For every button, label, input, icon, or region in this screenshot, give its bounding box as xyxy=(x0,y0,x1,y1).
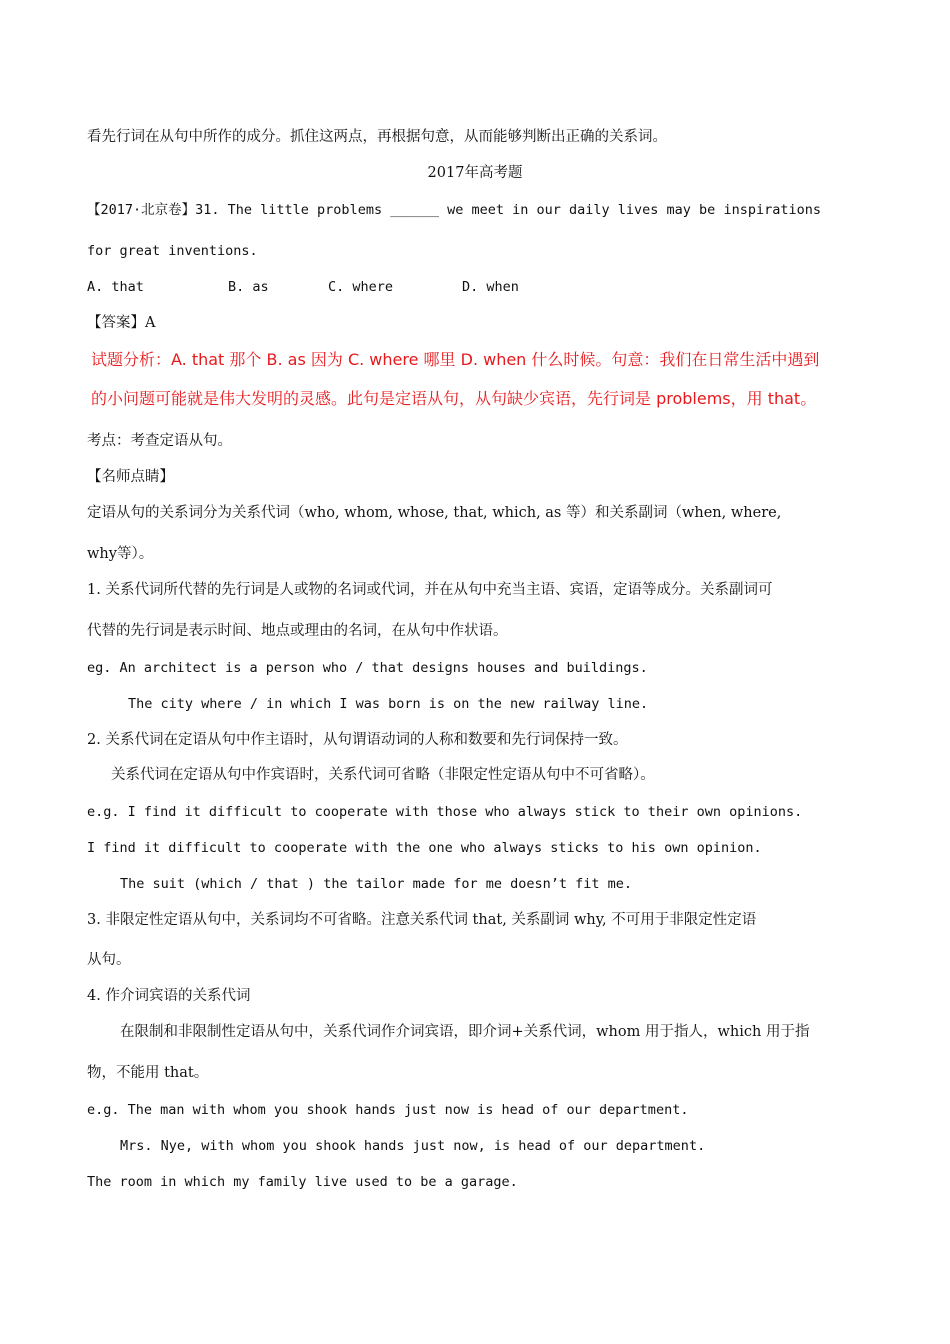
body-line: 在限制和非限制性定语从句中，关系代词作介词宾语，即介词+关系代词，whom 用于指人，which 用于指 xyxy=(120,1024,810,1040)
body-line: why等）。 xyxy=(87,546,154,562)
answer-label: 【答案】A xyxy=(87,315,156,331)
option-a: A. that xyxy=(87,279,144,295)
question-line-2: for great inventions. xyxy=(87,243,258,259)
body-line: 4. 作介词宾语的关系代词 xyxy=(87,988,251,1004)
body-line: 从句。 xyxy=(87,952,131,968)
kaodian-line: 考点：考查定语从句。 xyxy=(87,433,232,449)
body-line: 2. 关系代词在定语从句中作主语时，从句谓语动词的人称和数要和先行词保持一致。 xyxy=(87,732,628,748)
body-line: 代替的先行词是表示时间、地点或理由的名词，在从句中作状语。 xyxy=(87,623,508,639)
option-b: B. as xyxy=(228,279,269,295)
question-line-1: 【2017·北京卷】31. The little problems ______ we meet in our daily lives may be inspirations xyxy=(87,202,821,218)
option-d: D. when xyxy=(462,279,519,295)
body-line: e.g. I find it difficult to cooperate with those who always stick to their own opinions. xyxy=(87,804,803,820)
body-line: The suit (which / that ) the tailor made for me doesn’t fit me. xyxy=(120,876,633,892)
section-title: 2017年高考题 xyxy=(427,165,523,181)
body-line: I find it difficult to cooperate with the one who always sticks to his own opinion. xyxy=(87,840,762,856)
body-line: 物，不能用 that。 xyxy=(87,1065,209,1081)
body-line: The city where / in which I was born is on the new railway line. xyxy=(128,696,649,712)
body-line: Mrs. Nye, with whom you shook hands just now, is head of our department. xyxy=(120,1138,706,1154)
option-c: C. where xyxy=(328,279,394,295)
body-line: 关系代词在定语从句中作宾语时，关系代词可省略（非限定性定语从句中不可省略）。 xyxy=(111,767,655,783)
intro-line: 看先行词在从句中所作的成分。抓住这两点，再根据句意，从而能够判断出正确的关系词。 xyxy=(87,129,667,145)
analysis-line-1: 试题分析：A. that 那个 B. as 因为 C. where 哪里 D. when 什么时候。句意：我们在日常生活中遇到 xyxy=(91,350,820,369)
question-options xyxy=(87,277,519,297)
analysis-line-2: 的小问题可能就是伟大发明的灵感。此句是定语从句，从句缺少宾语，先行词是 problems，用 that。 xyxy=(91,389,817,408)
body-line: eg. An architect is a person who / that designs houses and buildings. xyxy=(87,660,648,676)
body-line: 3. 非限定性定语从句中，关系词均不可省略。注意关系代词 that, 关系副词 why, 不可用于非限定性定语 xyxy=(87,912,757,928)
mingshi-title: 【名师点睛】 xyxy=(87,469,174,485)
body-line: e.g. The man with whom you shook hands just now is head of our department. xyxy=(87,1102,689,1118)
body-line: 1. 关系代词所代替的先行词是人或物的名词或代词，并在从句中充当主语、宾语，定语等成分。关系副词可 xyxy=(87,582,773,598)
body-line: The room in which my family live used to be a garage. xyxy=(87,1174,518,1190)
body-line: 定语从句的关系词分为关系代词（who, whom, whose, that, which, as 等）和关系副词（when, where, xyxy=(87,505,782,521)
